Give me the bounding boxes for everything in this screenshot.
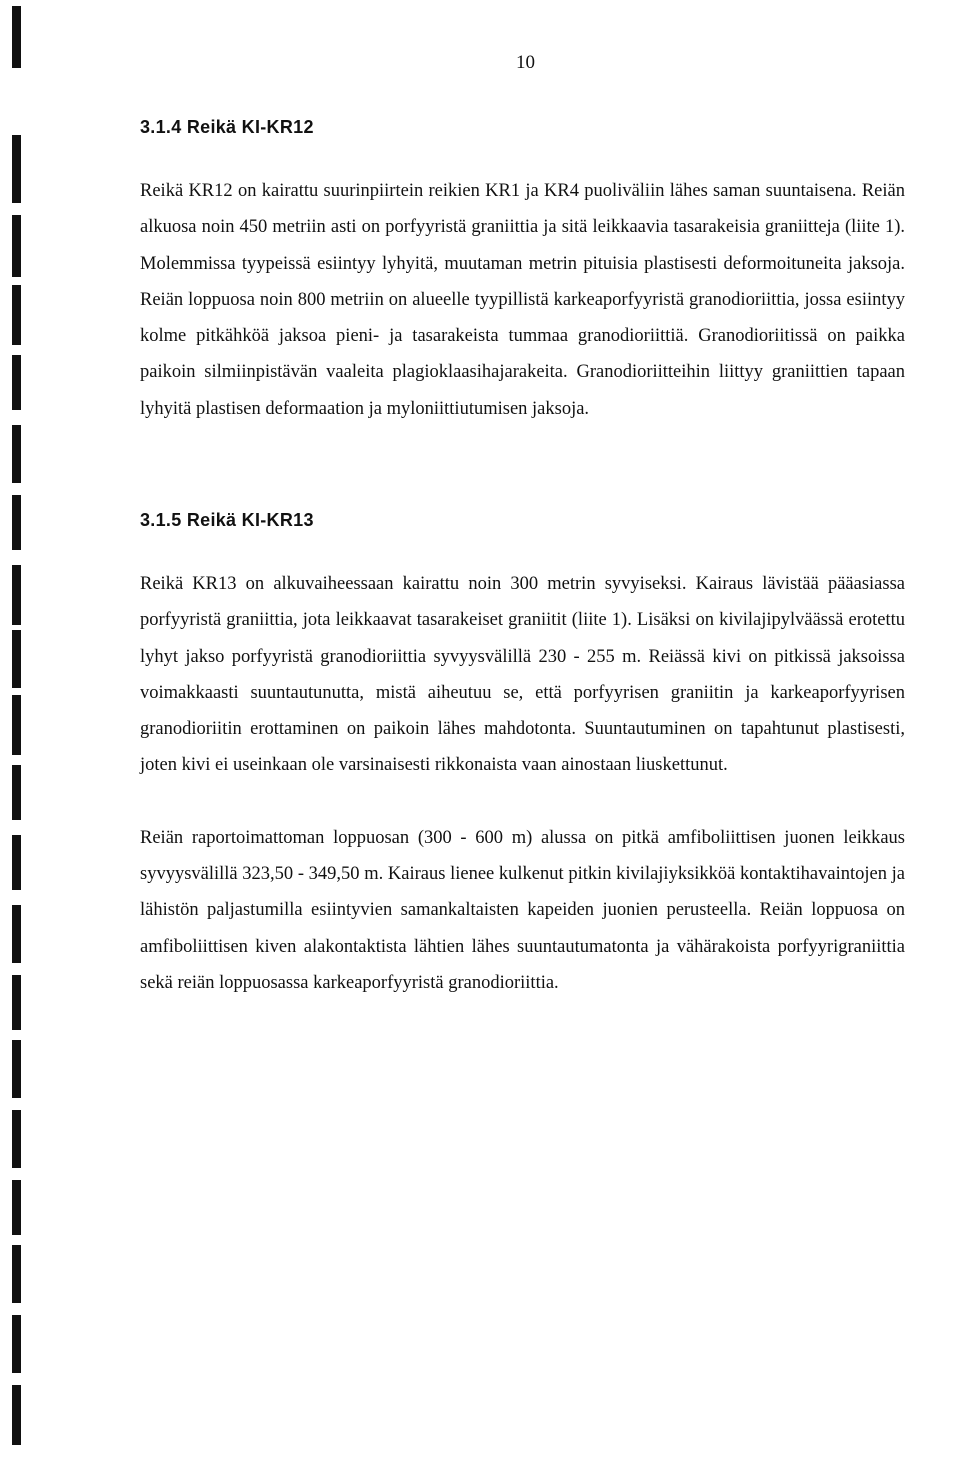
section-3-1-5 [140,510,905,1001]
section-heading: 3.1.5 Reikä KI-KR13 [140,510,314,530]
page-number: 10 [516,52,535,73]
binding-bar [12,765,21,820]
paragraph: Reikä KR12 on kairattu suurinpiirtein reikien KR1 ja KR4 puoliväliin lähes saman suuntaisena. Reiän alkuosa noin 450 metriin asti on porfyyristä graniittia ja sitä leikkaavia tasarakeisia graniitteja (liite 1). Molemmissa tyypeissä esiintyy lyhyitä, muutaman metrin pituisia plastisesti deformoituneita jaksoja. Reiän loppuosa noin 800 metriin on alueelle tyypillistä karkeaporfyyristä granodioriittia, jossa esiintyy kolme pitkähköä jaksoa pieni- ja tasarakeista tummaa granodioriittiä. Granodioriitissä on paikka paikoin silmiinpistävän vaaleita plagioklaasihajarakeita. Granodioriitteihin liittyy graniittien tapaan lyhyitä plastisen deformaation ja myloniittiutumisen jaksoja. [140,181,905,419]
binding-bar [12,1245,21,1303]
binding-bar [12,1040,21,1098]
binding-bar [12,425,21,483]
binding-bar [12,905,21,963]
binding-bar [12,695,21,755]
binding-bar [12,975,21,1030]
binding-bar [12,135,21,203]
binding-bar [12,565,21,625]
binding-bar [12,6,21,68]
binding-bar [12,835,21,890]
binding-bar [12,495,21,550]
binding-bar [12,1315,21,1373]
binding-bar [12,1180,21,1235]
paragraph: Reiän raportoimattoman loppuosan (300 - 600 m) alussa on pitkä amfiboliittisen juonen leikkaus syvyysvälillä 323,50 - 349,50 m. Kairaus lienee kulkenut pitkin kivilajiyksikköä kontaktihavaintojen ja lähistön paljastumilla esiintyvien samankaltaisten kapeiden juonien perusteella. Reiän loppuosa on amfiboliittisen kiven alakontaktista lähtien lähes suuntautumatonta ja vähärakoista porfyyrigraniittia sekä reiän loppuosassa karkeaporfyyristä granodioriittia. [140,827,905,993]
binding-bar [12,285,21,345]
section-heading: 3.1.4 Reikä KI-KR12 [140,117,314,137]
binding-bar [12,1110,21,1168]
binding-marks [0,0,40,1468]
binding-bar [12,355,21,410]
paragraph: Reikä KR13 on alkuvaiheessaan kairattu noin 300 metrin syvyiseksi. Kairaus lävistää pääasiassa porfyyristä graniittia, jota leikkaavat tasarakeiset graniitit (liite 1). Lisäksi on kivilajipylväässä erotettu lyhyt jakso porfyyristä granodioriittia syvyysvälillä 230 - 255 m. Reiässä kivi on pitkissä jaksoissa voimakkaasti suuntautunutta, mistä aiheutuu se, että porfyyrisen graniitin ja karkeaporfyyrisen granodioriitin erottaminen on paikoin lähes mahdotonta. Suuntautuminen on tapahtunut plastisesti, joten kivi ei useinkaan ole varsinaisesti rikkonaista vaan ainostaan liuskettunut. [140,574,905,776]
binding-bar [12,630,21,688]
binding-bar [12,1385,21,1445]
section-3-1-4 [140,117,905,427]
binding-bar [12,215,21,277]
